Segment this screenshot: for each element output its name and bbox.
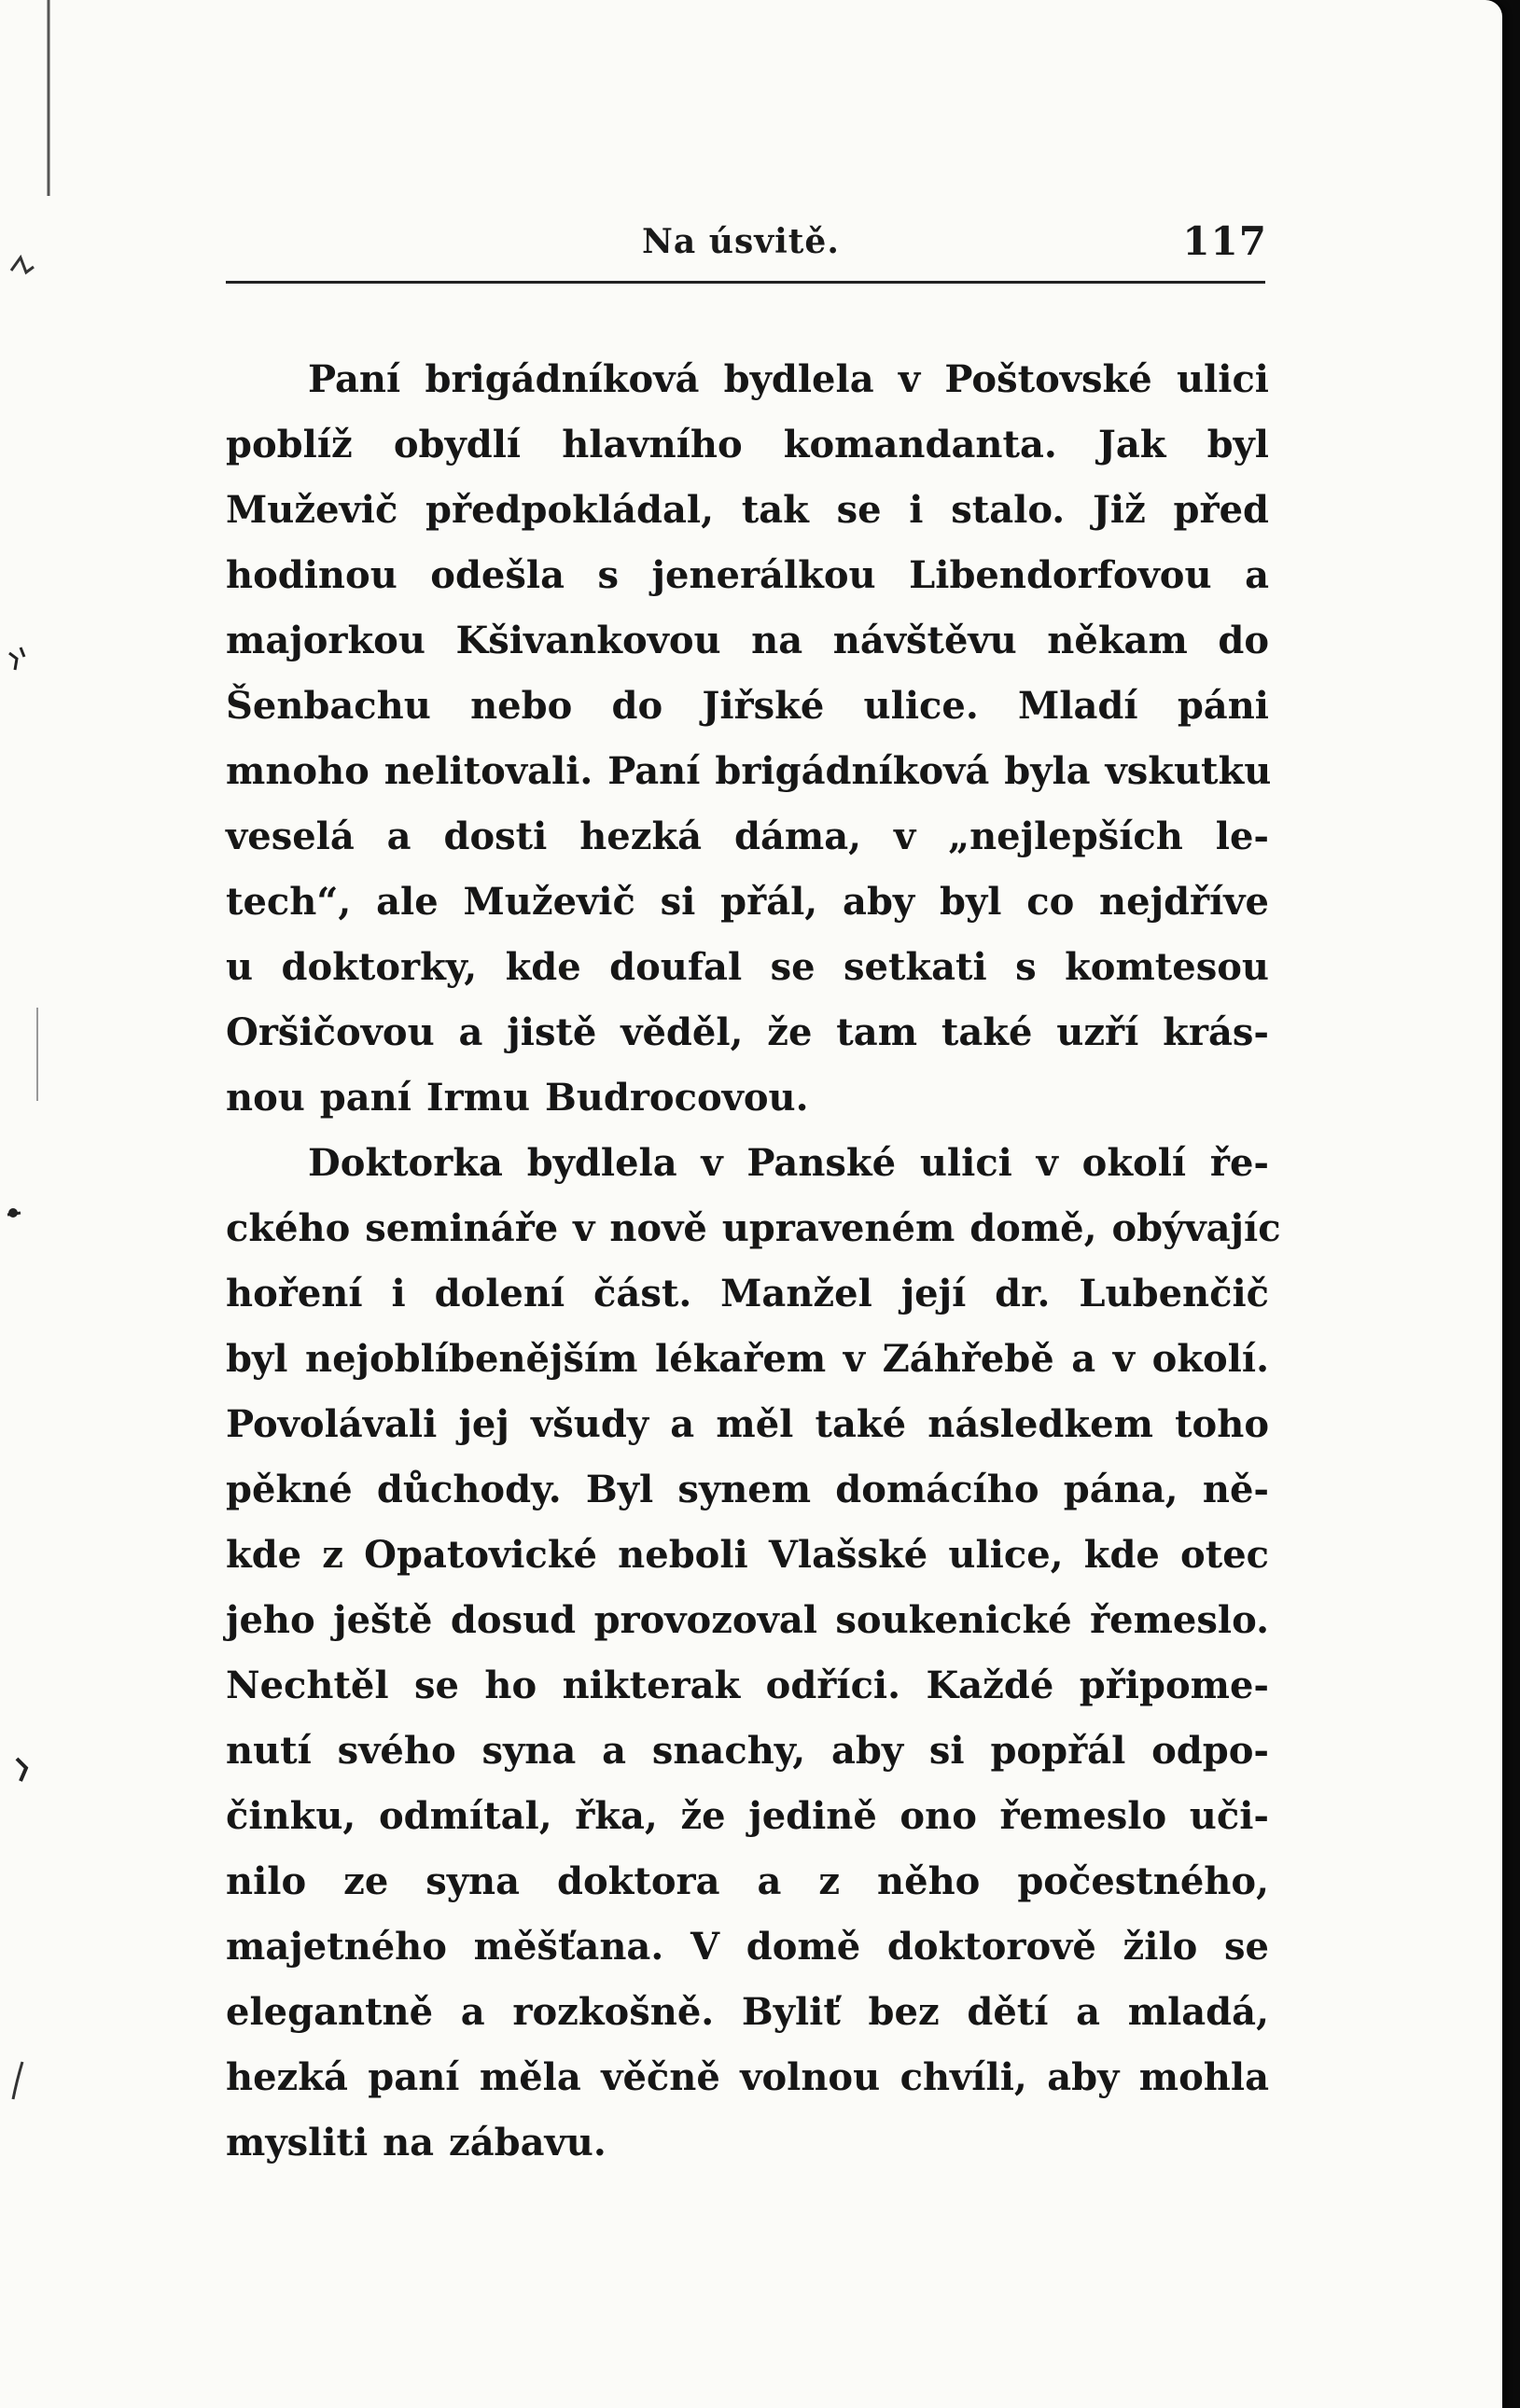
text-line: majetného měšťana. V domě doktorově žilo se [226,1925,1269,1969]
paragraph-1 [226,347,1272,1131]
text-line: Šenbachu nebo do Jiřské ulice. Mladí páni [226,684,1269,728]
text-line: nutí svého syna a snachy, aby si popřál odpo- [226,1729,1269,1773]
text-line: kde z Opatovické neboli Vlašské ulice, kde otec [226,1533,1269,1577]
ink-mark [9,647,24,670]
running-title: Na úsvitě. [642,222,840,261]
text-line: veselá a dosti hezká dáma, v „nejlepších le- [226,814,1269,858]
paragraph-2 [226,1131,1281,2176]
text-line: majorkou Kšivankovou na návštěvu někam do [226,619,1269,662]
text-line: Oršičovou a jistě věděl, že tam také uzří krás- [226,1010,1269,1054]
ink-mark [11,258,34,272]
text-line: ckého semináře v nově upraveném domě, obývajíc [226,1206,1281,1250]
text-line: Muževič předpokládal, tak se i stalo. Již před [226,488,1269,532]
text-line: byl nejoblíbenějším lékařem v Záhřebě a v okolí. [226,1337,1269,1381]
ink-mark [17,1759,26,1781]
text-line: Povolávali jej všudy a měl také následkem toho [226,1402,1269,1446]
page-number: 117 [1182,218,1267,264]
text-line: nou paní Irmu Budrocovou. [226,1076,809,1120]
header-rule [226,281,1265,284]
text-line: tech“, ale Muževič si přál, aby byl co nejdříve [226,880,1269,924]
ink-mark [7,1213,21,1215]
text-line: činku, odmítal, řka, že jedině ono řemeslo uči- [226,1794,1269,1838]
body-text [226,347,1281,2176]
text-line: Paní brigádníková bydlela v Poštovské ulici [308,357,1269,401]
text-line: elegantně a rozkošně. Byliť bez dětí a mladá, [226,1990,1269,2034]
text-line: poblíž obydlí hlavního komandanta. Jak byl [226,423,1269,466]
text-line: nilo ze syna doktora a z něho počestného, [226,1859,1269,1903]
text-line: mnoho nelitovali. Paní brigádníková byla vskutku [226,749,1272,793]
text-line: u doktorky, kde doufal se setkati s komtesou [226,945,1269,989]
text-line: pěkné důchody. Byl synem domácího pána, ně- [226,1468,1269,1511]
text-line: Doktorka bydlela v Panské ulici v okolí ře- [308,1141,1269,1185]
text-line: hoření i dolení část. Manžel její dr. Lubenčič [226,1272,1269,1315]
ink-mark [13,2062,22,2099]
running-header [224,218,1267,278]
text-line: jeho ještě dosud provozoval soukenické řemeslo. [226,1598,1269,1642]
binding-marks [0,0,56,2408]
text-line: hodinou odešla s jenerálkou Libendorfovou a [226,553,1269,597]
text-line: hezká paní měla věčně volnou chvíli, aby mohla [226,2055,1269,2099]
text-line: Nechtěl se ho nikterak odříci. Každé připome- [226,1663,1269,1707]
text-line: mysliti na zábavu. [226,2121,607,2164]
